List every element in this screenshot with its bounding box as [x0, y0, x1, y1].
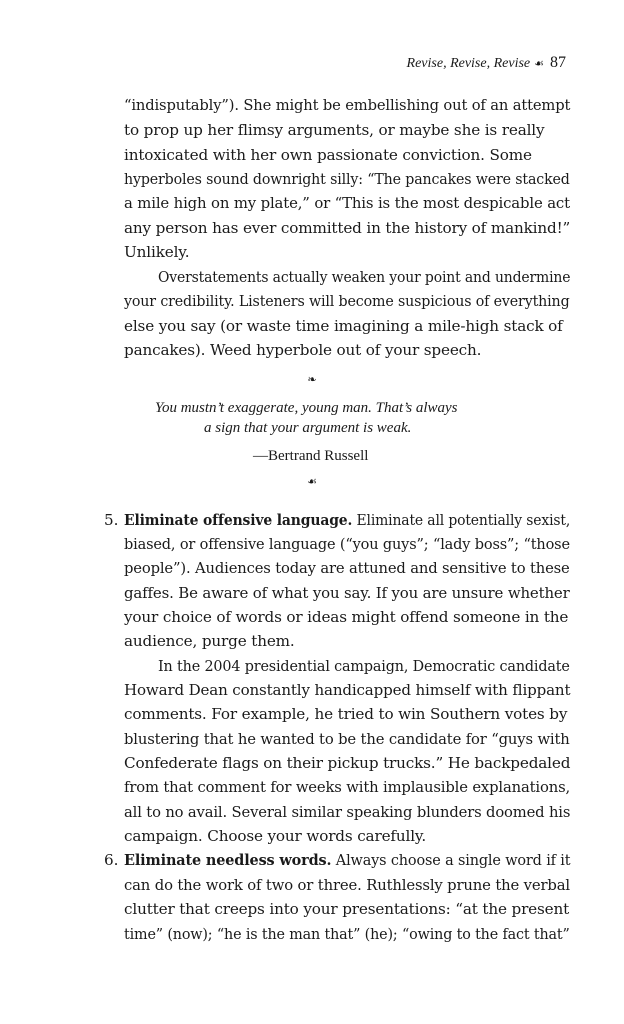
text-line: all to no avail. Several similar speaking blunders doomed his [124, 803, 571, 821]
text-line: audience, purge them. [124, 632, 295, 650]
text-line: a mile high on my plate,” or “This is the most despicable act [124, 194, 570, 212]
running-title: Revise, Revise, Revise [406, 56, 531, 71]
text-line: hyperboles sound downright silly: “The pancakes were stacked [124, 170, 570, 188]
text-line [124, 511, 570, 529]
quote-line: a sign that your argument is weak. [204, 420, 412, 436]
text-line: your choice of words or ideas might offend someone in the [124, 608, 569, 626]
item-text: Always choose a single word if it [331, 851, 571, 869]
text-line: intoxicated with her own passionate conviction. Some [124, 146, 532, 164]
text-line: gaffes. Be aware of what you say. If you are unsure whether [124, 584, 570, 602]
item-text: Eliminate all potentially sexist, [352, 511, 571, 529]
quote-attribution: —Bertrand Russell [253, 448, 369, 464]
text-line: from that comment for weeks with implausible explanations, [124, 778, 571, 796]
fleuron-icon: ❧ [307, 373, 317, 386]
text-line: Unlikely. [124, 243, 190, 261]
text-line: people”). Audiences today are attuned and sensitive to these [124, 559, 570, 577]
text-line: In the 2004 presidential campaign, Democratic candidate [158, 657, 570, 675]
text-line: biased, or offensive language (“you guys”; “lady boss”; “those [124, 535, 570, 553]
text-line: “indisputably”). She might be embellishing out of an attempt [124, 96, 571, 114]
text-line: Overstatements actually weaken your point and undermine [158, 268, 571, 286]
text-line: Howard Dean constantly handicapped himself with flippant [124, 681, 571, 699]
quote-line: You mustn’t exaggerate, young man. That’s always [155, 400, 458, 416]
list-number: 5. [104, 511, 119, 529]
text-line: clutter that creeps into your presentations: “at the present [124, 900, 570, 918]
text-line: campaign. Choose your words carefully. [124, 827, 427, 845]
text-line: to prop up her flimsy arguments, or maybe she is really [124, 121, 545, 139]
text-line: pancakes). Weed hyperbole out of your speech. [124, 341, 482, 359]
text-line: can do the work of two or three. Ruthlessly prune the verbal [124, 876, 571, 894]
fleuron-icon: ☙ [307, 475, 317, 488]
text-line [124, 851, 570, 869]
text-line: comments. For example, he tried to win Southern votes by [124, 705, 568, 723]
running-head [407, 54, 566, 72]
ornament-icon: ☙ [534, 58, 544, 70]
text-line: time” (now); “he is the man that” (he); “owing to the fact that” [124, 925, 570, 943]
list-number: 6. [104, 851, 119, 869]
item-heading: Eliminate offensive language. [124, 511, 353, 529]
page-number: 87 [550, 54, 566, 71]
text-line: any person has ever committed in the history of mankind!” [124, 219, 571, 237]
text-line: Confederate flags on their pickup trucks.” He backpedaled [124, 754, 571, 772]
text-line: your credibility. Listeners will become suspicious of everything [124, 292, 570, 310]
text-line: else you say (or waste time imagining a mile-high stack of [124, 317, 563, 335]
item-heading: Eliminate needless words. [124, 851, 332, 869]
text-line: blustering that he wanted to be the candidate for “guys with [124, 730, 570, 748]
